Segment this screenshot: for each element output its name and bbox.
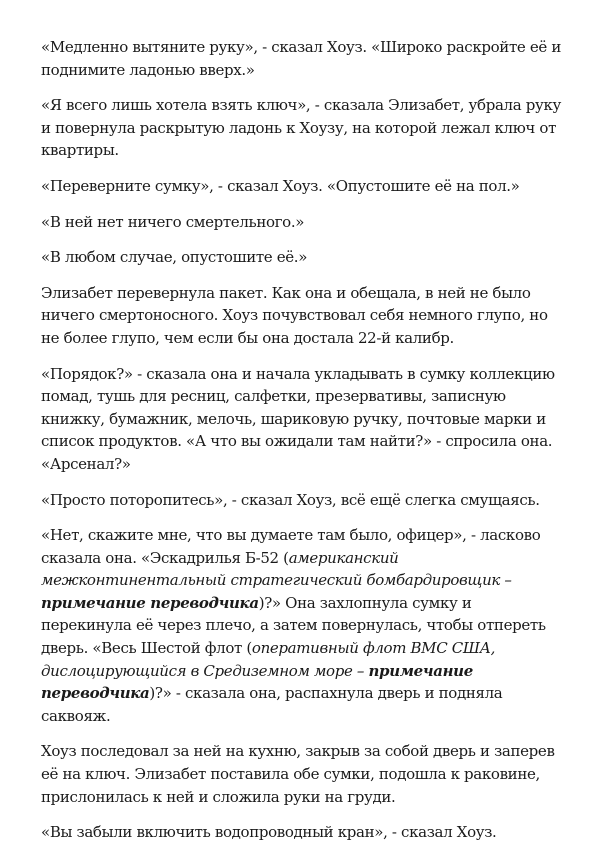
paragraph-9 — [41, 524, 566, 727]
translator-note-1-label: примечание переводчика — [41, 593, 259, 612]
paragraph-2: «Я всего лишь хотела взять ключ», - сказала Элизабет, убрала руку и повернула раскрытую ладонь к Хоузу, на которой лежал ключ от квартиры. — [41, 96, 561, 160]
paragraph-10: Хоуз последовал за ней на кухню, закрыв за собой дверь и заперев её на ключ. Элизабет поставила обе сумки, подошла к раковине, прислонилась к ней и сложила руки на груди. — [41, 742, 555, 806]
paragraph-7: «Порядок?» - сказала она и начала укладывать в сумку коллекцию помад, тушь для ресниц, салфетки, презервативы, записную книжку, бумажник, мелочь, шариковую ручку, почтовые марки и список продуктов. «А что вы ожидали там найти?» - спросила она. «Арсенал?» — [41, 364, 555, 473]
paragraph-9-part-1: «Нет, скажите мне, что вы думаете там было, офицер», - ласково сказала она. «Эскадрилья Б-52 ( — [41, 526, 541, 567]
paragraph-5: «В любом случае, опустошите её.» — [41, 248, 308, 267]
paragraph-9-part-2: )?» Она захлопнула сумку и перекинула её через плечо, а затем повернулась, чтобы отпереть дверь. «Весь Шестой флот ( — [41, 593, 546, 658]
translator-note-1: американский межконтинентальный стратегический бомбардировщик – — [41, 548, 512, 590]
paragraph-4: «В ней нет ничего смертельного.» — [41, 212, 305, 231]
paragraph-8: «Просто поторопитесь», - сказал Хоуз, всё ещё слегка смущаясь. — [41, 490, 540, 509]
paragraph-9-part-3: )?» - сказала она, распахнула дверь и подняла саквояж. — [41, 684, 503, 725]
paragraph-6: Элизабет перевернула пакет. Как она и обещала, в ней не было ничего смертоносного. Хоуз почувствовал себя немного глупо, но не более глупо, чем если бы она достала 22-й калибр. — [41, 283, 548, 347]
paragraph-1: «Медленно вытяните руку», - сказал Хоуз. «Широко раскройте её и поднимите ладонью вверх.» — [41, 38, 561, 79]
translator-note-2-label: примечание переводчика — [41, 661, 473, 703]
paragraph-3: «Переверните сумку», - сказал Хоуз. «Опустошите её на пол.» — [41, 176, 520, 195]
paragraph-11: «Вы забыли включить водопроводный кран», - сказал Хоуз. — [41, 823, 497, 842]
translator-note-2: оперативный флот ВМС США, дислоцирующийся в Средиземном море – — [41, 639, 496, 680]
document-body — [41, 36, 566, 857]
